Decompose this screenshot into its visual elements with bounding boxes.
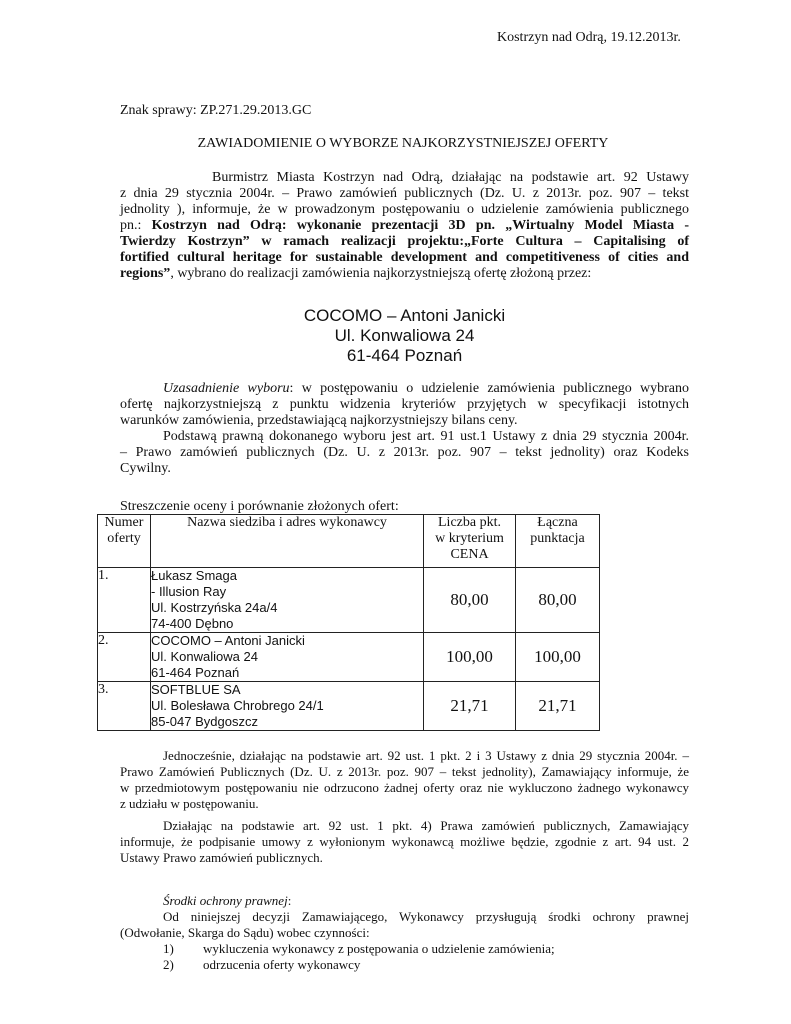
- winner-street: Ul. Konwaliowa 24: [334, 326, 475, 345]
- header-contractor: [151, 515, 424, 568]
- intro-line-2: z dnia 29 stycznia 2004r. – Prawo zamówień publicznych (Dz. U. z 2013r. poz. 907 – tekst: [120, 186, 689, 201]
- offer-number-cell: 1.: [98, 568, 151, 633]
- remedies-item-number: 1): [163, 941, 174, 956]
- contractor-cell: [151, 633, 424, 682]
- no-exclusions-paragraph: [120, 748, 689, 812]
- winner-block: [120, 306, 689, 366]
- intro-line-3: jednolity ), informuje, że w prowadzonym postępowaniu o udzielenie zamówienia publicznego: [120, 202, 689, 217]
- table-row: [98, 633, 600, 682]
- price-points-cell: 80,00: [424, 568, 516, 633]
- remedies-list-item: [120, 957, 689, 973]
- justification-line-1: [120, 381, 689, 397]
- contractor-line: Ul. Konwaliowa 24: [151, 649, 258, 664]
- contractor-line: SOFTBLUE SA: [151, 682, 241, 697]
- case-reference: Znak sprawy: ZP.271.29.2013.GC: [120, 103, 312, 118]
- offers-comparison-table: [97, 514, 600, 731]
- paragraph3-line-3: Ustawy Prawo zamówień publicznych.: [120, 850, 323, 865]
- intro-line-1: Burmistrz Miasta Kostrzyn nad Odrą, działając na podstawie art. 92 Ustawy: [212, 170, 689, 185]
- place-date: Kostrzyn nad Odrą, 19.12.2013r.: [497, 30, 681, 45]
- document-title: ZAWIADOMIENIE O WYBORZE NAJKORZYSTNIEJSZEJ OFERTY: [197, 136, 609, 151]
- justification-line-3: warunków zamówienia, przedstawiającą najkorzystniejszy bilans ceny.: [120, 413, 518, 428]
- contractor-line: Łukasz Smaga: [151, 568, 237, 583]
- remedies-label: Środki ochrony prawnej: [163, 893, 288, 908]
- header-name-text: Nazwa siedziba i adres wykonawcy: [187, 515, 387, 530]
- paragraph2-line-2: Prawo Zamówień Publicznych (Dz. U. z 2013r. poz. 907 – tekst jednolity), Zamawiający informuje, że: [120, 764, 689, 779]
- justification-line-2: ofertę najkorzystniejszą z punktu widzenia kryteriów przyjętych w specyfikacji istotnych: [120, 397, 689, 412]
- table-row: [98, 682, 600, 731]
- paragraph2-line-1: Jednocześnie, działając na podstawie art. 92 ust. 1 pkt. 2 i 3 Ustawy z dnia 29 stycznia 2004r. –: [163, 748, 689, 763]
- contractor-line: 85-047 Bydgoszcz: [151, 714, 258, 729]
- total-points-cell: 80,00: [516, 568, 600, 633]
- contractor-cell: [151, 682, 424, 731]
- table-header-row: [98, 515, 600, 568]
- winner-city: 61-464 Poznań: [346, 346, 463, 365]
- remedies-line-2: (Odwołanie, Skarga do Sądu) wobec czynności:: [120, 925, 370, 940]
- intro-line-5: Twierdzy Kostrzyn” w ramach realizacji projektu:„Forte Cultura – Capitalising of: [120, 234, 689, 249]
- justification-line-6: Cywilny.: [120, 461, 171, 476]
- header-offer-number: [98, 515, 151, 568]
- price-points-cell: 100,00: [424, 633, 516, 682]
- contractor-line: Ul. Kostrzyńska 24a/4: [151, 600, 278, 615]
- intro-line-4-prefix: pn.:: [120, 218, 152, 233]
- legal-remedies-section: [120, 893, 689, 973]
- header-price-line-1: Liczba pkt.: [438, 515, 501, 530]
- intro-line-4: [120, 218, 689, 234]
- justification-line-1-rest: : w postępowaniu o udzielenie zamówienia publicznego wybrano: [289, 381, 689, 396]
- contractor-cell: [151, 568, 424, 633]
- intro-line-7-rest: , wybrano do realizacji zamówienia najkorzystniejszą ofertę złożoną przez:: [170, 266, 592, 281]
- intro-paragraph: [120, 170, 689, 282]
- intro-line-4-bold: Kostrzyn nad Odrą: wykonanie prezentacji 3D pn. „Wirtualny Model Miasta -: [151, 218, 690, 233]
- remedies-item-number: 2): [163, 957, 174, 972]
- intro-line-7: [120, 266, 689, 282]
- contractor-line: COCOMO – Antoni Janicki: [151, 633, 305, 648]
- total-points-cell: 21,71: [516, 682, 600, 731]
- contractor-line: - Illusion Ray: [151, 584, 227, 599]
- offer-number-cell: 3.: [98, 682, 151, 731]
- remedies-line-1: Od niniejszej decyzji Zamawiającego, Wykonawcy przysługują środki ochrony prawnej: [163, 909, 689, 924]
- header-price-points: [424, 515, 516, 568]
- table-row: [98, 568, 600, 633]
- remedies-label-suffix: :: [287, 893, 292, 908]
- remedies-item-text: odrzucenia oferty wykonawcy: [203, 957, 361, 972]
- intro-line-7-bold: regions”: [120, 266, 171, 281]
- remedies-item-text: wykluczenia wykonawcy z postępowania o udzielenie zamówienia;: [203, 941, 555, 956]
- contractor-line: 74-400 Dębno: [151, 616, 234, 631]
- header-total-line-1: Łączna: [537, 515, 578, 530]
- contractor-line: 61-464 Poznań: [151, 665, 240, 680]
- justification-label: Uzasadnienie wyboru: [163, 381, 290, 396]
- justification-line-5: – Prawo zamówień publicznych (Dz. U. z 2013r. poz. 907 – tekst jednolity) oraz Kodeks: [120, 445, 689, 460]
- intro-line-6: fortified cultural heritage for sustainable development and competitiveness of cities and: [120, 250, 689, 265]
- price-points-cell: 21,71: [424, 682, 516, 731]
- paragraph2-line-3: w przedmiotowym postępowaniu nie odrzucono żadnej oferty oraz nie wykluczono żadnego wykonawcy: [120, 780, 689, 795]
- offer-number-cell: 2.: [98, 633, 151, 682]
- header-num-line-1: Numer: [104, 515, 144, 530]
- remedies-list-item: [120, 941, 689, 957]
- summary-label: Streszczenie oceny i porównanie złożonych ofert:: [120, 499, 399, 514]
- header-price-line-2: w kryterium: [435, 531, 504, 546]
- paragraph3-line-1: Działając na podstawie art. 92 ust. 1 pkt. 4) Prawa zamówień publicznych, Zamawiający: [163, 818, 689, 833]
- justification-paragraph: [120, 381, 689, 477]
- contract-signing-paragraph: [120, 818, 689, 866]
- remedies-heading: [120, 893, 689, 909]
- paragraph2-line-4: z udziału w postępowaniu.: [120, 796, 259, 811]
- header-total-points: [516, 515, 600, 568]
- header-num-line-2: oferty: [107, 531, 141, 546]
- contractor-line: Ul. Bolesława Chrobrego 24/1: [151, 698, 324, 713]
- header-price-line-3: CENA: [450, 547, 489, 562]
- total-points-cell: 100,00: [516, 633, 600, 682]
- winner-name: COCOMO – Antoni Janicki: [303, 306, 506, 325]
- paragraph3-line-2: informuje, że podpisanie umowy z wyłonionym wykonawcą możliwe będzie, zgodnie z art. 94 ust. 2: [120, 834, 689, 849]
- header-total-line-2: punktacja: [530, 531, 585, 546]
- justification-line-4: Podstawą prawną dokonanego wyboru jest art. 91 ust.1 Ustawy z dnia 29 stycznia 2004r.: [163, 429, 689, 444]
